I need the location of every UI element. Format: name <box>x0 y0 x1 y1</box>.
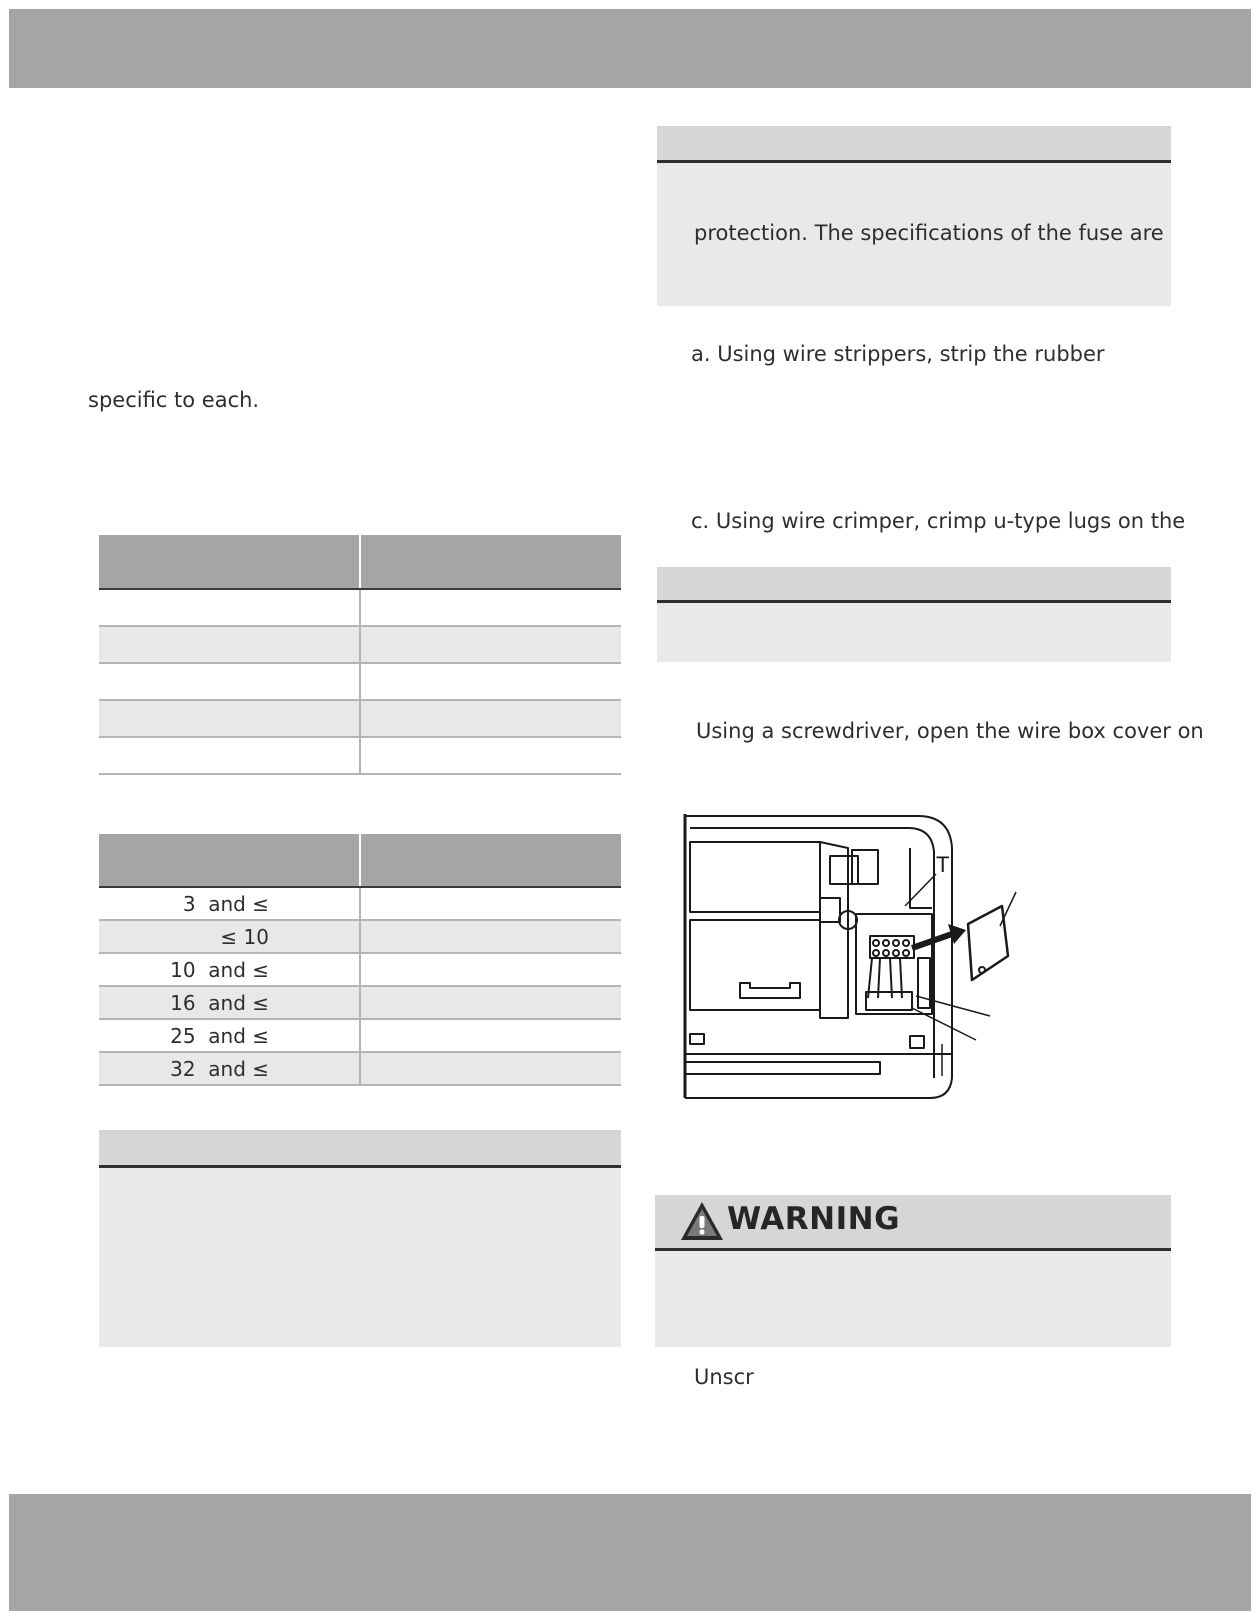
table-cell: 10 and ≤ <box>170 957 269 982</box>
table-cell: 32 and ≤ <box>170 1056 269 1081</box>
note-box-2 <box>657 567 1171 662</box>
table-row <box>99 1053 621 1086</box>
header-band <box>9 9 1251 88</box>
table-row <box>99 954 621 987</box>
note-box-1 <box>657 126 1171 306</box>
table-row <box>99 701 621 738</box>
table-row <box>99 590 621 627</box>
paragraph-tail: specific to each. <box>88 388 260 412</box>
table-row <box>99 888 621 921</box>
table-row <box>99 921 621 954</box>
footer-band <box>9 1494 1251 1611</box>
table-row <box>99 664 621 701</box>
table-cell: 3 and ≤ <box>182 891 269 916</box>
table-cell: ≤ 10 <box>220 924 269 949</box>
table-cell: 16 and ≤ <box>170 990 269 1015</box>
step-a: a. Using wire strippers, strip the rubber <box>691 342 1105 366</box>
step-unscrew: Unscr <box>694 1365 754 1389</box>
warning-title: WARNING <box>727 1201 901 1237</box>
note-box-left <box>99 1130 621 1347</box>
table-row <box>99 627 621 664</box>
diagram-label-t: T <box>936 852 950 877</box>
step-c: c. Using wire crimper, crimp u-type lugs on the <box>691 509 1186 533</box>
table-row <box>99 738 621 775</box>
warning-triangle-icon <box>679 1200 725 1242</box>
table-row <box>99 987 621 1020</box>
table-row <box>99 1020 621 1053</box>
wire-box-diagram <box>680 808 1040 1100</box>
table-cell: 25 and ≤ <box>170 1023 269 1048</box>
note-1-text: protection. The specifications of the fuse are <box>694 221 1164 245</box>
step-open-cover: Using a screwdriver, open the wire box cover on <box>696 719 1204 743</box>
